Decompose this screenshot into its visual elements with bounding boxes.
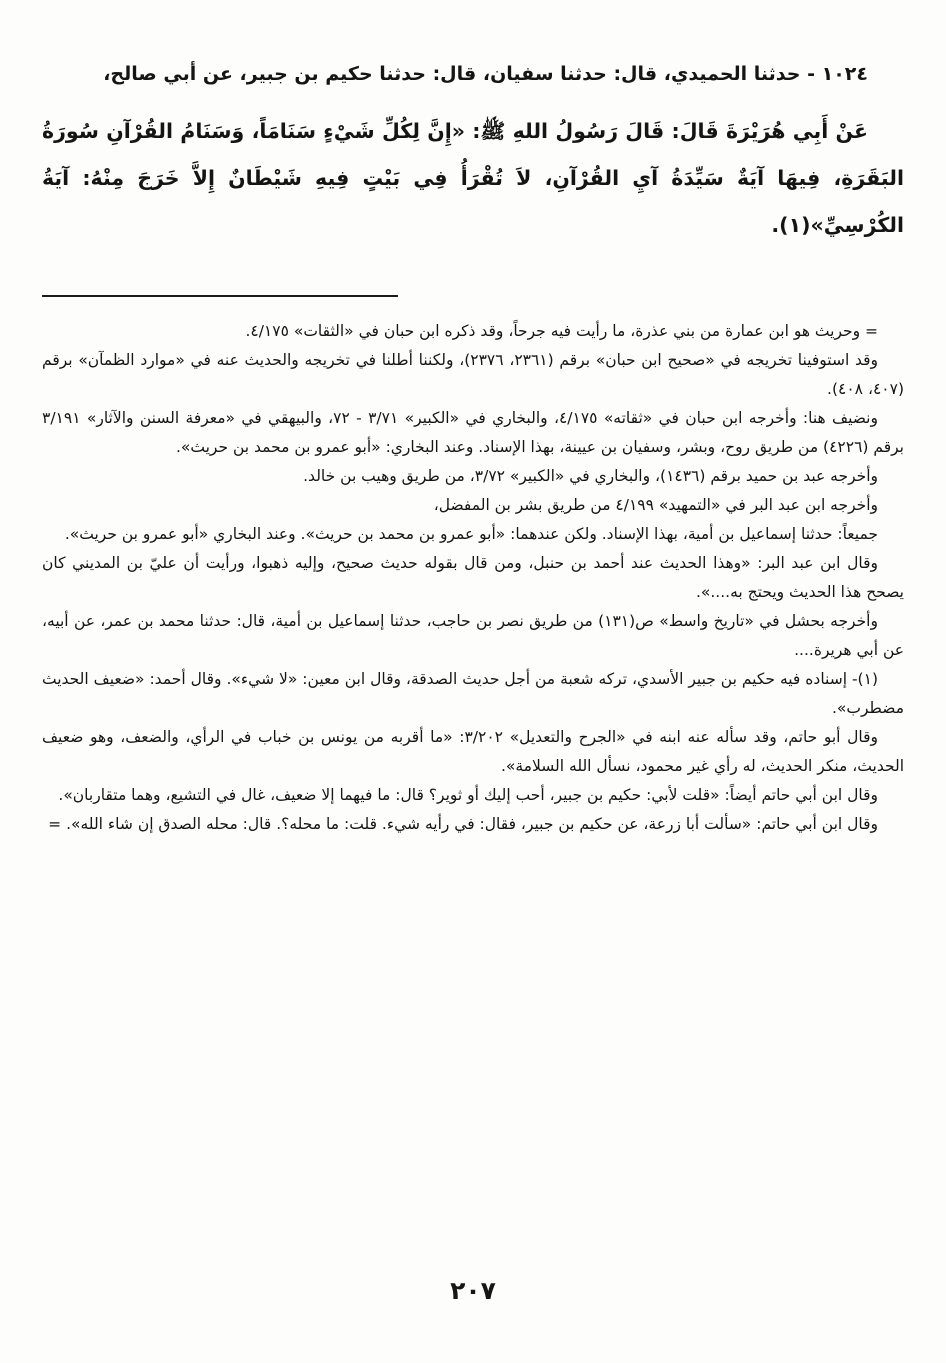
- footnote-paragraph: وقال ابن عبد البر: «وهذا الحديث عند أحمد بن حنبل، ومن قال بقوله حديث صحيح، وإليه ذهبوا، ورأيت أن عليّ بن المديني كان يصحح هذا الحديث ويحتج به....».: [42, 554, 904, 601]
- footnote-paragraph: جميعاً: حدثنا إسماعيل بن أمية، بهذا الإسناد. ولكن عندهما: «أبو عمرو بن محمد بن حريث». وعند البخاري «أبو عمرو بن حريث».: [64, 525, 878, 543]
- footnote-paragraph: وأخرجه بحشل في «تاريخ واسط» ص(١٣١) من طريق نصر بن حاجب، حدثنا إسماعيل بن أمية، قال: حدثنا محمد بن عمر، عن أبيه، عن أبي هريرة....: [42, 612, 904, 659]
- page-number: ٢٠٧: [450, 1276, 496, 1305]
- footnote-paragraph: وأخرجه ابن عبد البر في «التمهيد» ٤/١٩٩ من طريق بشر بن المفضل،: [433, 496, 878, 514]
- footnote-paragraph: وقال أبو حاتم، وقد سأله عنه ابنه في «الجرح والتعديل» ٣/٢٠٢: «ما أقربه من يونس بن خباب في الرأي، والضعف، وهو ضعيف الحديث، منكر الحديث، له رأي غير محمود، نسأل الله السلامة».: [42, 728, 904, 775]
- hadith-number: ١٠٢٤: [821, 63, 868, 85]
- footnote-paragraph: = وحريث هو ابن عمارة من بني عذرة، ما رأيت فيه جرحاً، وقد ذكره ابن حبان في «الثقات» ٤/١٧٥.: [245, 322, 878, 340]
- matn-text: عَنْ أَبِي هُرَيْرَةَ قَالَ: قَالَ رَسُولُ اللهِ ﷺ: «إِنَّ لِكُلِّ شَيْءٍ سَنَامَاً، وَسَنَامُ القُرْآنِ سُورَةُ البَقَرَةِ، فِيهَا آيَةٌ سَيِّدَةُ آيِ القُرْآنِ، لاَ تُقْرَأُ فِي بَيْتٍ فِيهِ شَيْطَانٌ إِلاَّ خَرَجَ مِنْهُ: آيَةُ الكُرْسِيِّ»(١).: [42, 119, 904, 237]
- footnote-paragraph: وقال ابن أبي حاتم أيضاً: «قلت لأبي: حكيم بن جبير، أحب إليك أو ثوير؟ قال: ما فيهما إلا ضعيف، غال في التشيع، وهما متقاربان».: [58, 786, 878, 804]
- footnote-paragraph: ونضيف هنا: وأخرجه ابن حبان في «ثقاته» ٤/١٧٥، والبخاري في «الكبير» ٣/٧١ - ٧٢، والبيهقي في «معرفة السنن والآثار» ٣/١٩١ برقم (٤٢٢٦) من طريق روح، وبشر، وسفيان بن عيينة، بهذا الإسناد. وعند البخاري: «أبو عمرو بن محمد بن حريث».: [42, 409, 904, 456]
- hadith-main-text-section: [42, 46, 904, 249]
- footnote-paragraph: (١)- إسناده فيه حكيم بن جبير الأسدي، تركه شعبة من أجل حديث الصدقة، وقال ابن معين: «لا شيء». وقال أحمد: «ضعيف الحديث مضطرب».: [42, 670, 904, 717]
- hadith-isnad-paragraph: [42, 46, 904, 102]
- isnad-text: - حدثنا الحميدي، قال: حدثنا سفيان، قال: حدثنا حكيم بن جبير، عن أبي صالح،: [103, 63, 815, 85]
- footnotes-section: [42, 317, 904, 839]
- footnote-paragraph: وقد استوفينا تخريجه في «صحيح ابن حبان» برقم (٢٣٦١، ٢٣٧٦)، ولكننا أطلنا في تخريجه والحديث عنه في «موارد الظمآن» برقم (٤٠٧، ٤٠٨).: [42, 351, 904, 398]
- hadith-matn-paragraph: [42, 108, 904, 249]
- footnote-paragraph: وقال ابن أبي حاتم: «سألت أبا زرعة، عن حكيم بن جبير، فقال: في رأيه شيء. قلت: ما محله؟. قال: محله الصدق إن شاء الله». =: [48, 815, 878, 833]
- footnote-separator: [42, 295, 398, 297]
- footnote-paragraph: وأخرجه عبد بن حميد برقم (١٤٣٦)، والبخاري في «الكبير» ٣/٧٢، من طريق وهيب بن خالد.: [303, 467, 878, 485]
